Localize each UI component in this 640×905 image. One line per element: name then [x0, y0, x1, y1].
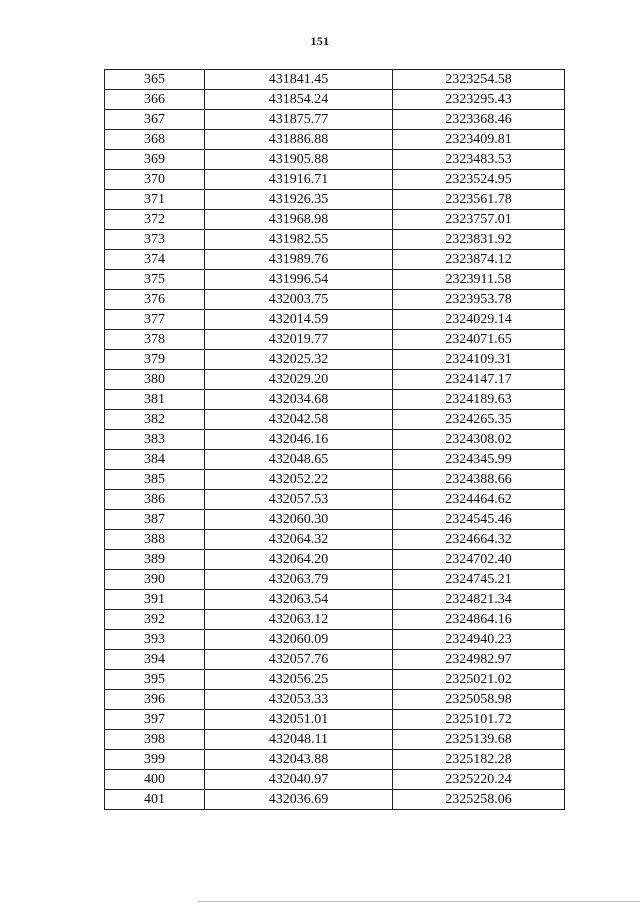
x-coordinate-cell: 432019.77 — [205, 330, 393, 350]
x-coordinate-cell: 432060.30 — [205, 510, 393, 530]
y-coordinate-cell: 2323254.58 — [393, 70, 565, 90]
table-row — [105, 430, 565, 450]
point-number-cell: 392 — [105, 610, 205, 630]
y-coordinate-cell: 2324821.34 — [393, 590, 565, 610]
point-number-cell: 393 — [105, 630, 205, 650]
x-coordinate-cell: 432060.09 — [205, 630, 393, 650]
x-coordinate-cell: 431854.24 — [205, 90, 393, 110]
x-coordinate-cell: 432063.79 — [205, 570, 393, 590]
y-coordinate-cell: 2324071.65 — [393, 330, 565, 350]
x-coordinate-cell: 432048.65 — [205, 450, 393, 470]
table-row — [105, 790, 565, 810]
point-number-cell: 380 — [105, 370, 205, 390]
point-number-cell: 376 — [105, 290, 205, 310]
x-coordinate-cell: 432052.22 — [205, 470, 393, 490]
table-row — [105, 450, 565, 470]
point-number-cell: 372 — [105, 210, 205, 230]
point-number-cell: 394 — [105, 650, 205, 670]
y-coordinate-cell: 2325139.68 — [393, 730, 565, 750]
table-row — [105, 70, 565, 90]
y-coordinate-cell: 2323911.58 — [393, 270, 565, 290]
table-row — [105, 350, 565, 370]
y-coordinate-cell: 2323524.95 — [393, 170, 565, 190]
point-number-cell: 369 — [105, 150, 205, 170]
y-coordinate-cell: 2324189.63 — [393, 390, 565, 410]
x-coordinate-cell: 432048.11 — [205, 730, 393, 750]
point-number-cell: 384 — [105, 450, 205, 470]
y-coordinate-cell: 2324029.14 — [393, 310, 565, 330]
point-number-cell: 395 — [105, 670, 205, 690]
point-number-cell: 400 — [105, 770, 205, 790]
y-coordinate-cell: 2324345.99 — [393, 450, 565, 470]
point-number-cell: 389 — [105, 550, 205, 570]
point-number-cell: 399 — [105, 750, 205, 770]
table-row — [105, 710, 565, 730]
table-row — [105, 570, 565, 590]
table-row — [105, 530, 565, 550]
table-row — [105, 330, 565, 350]
y-coordinate-cell: 2324388.66 — [393, 470, 565, 490]
y-coordinate-cell: 2323757.01 — [393, 210, 565, 230]
point-number-cell: 371 — [105, 190, 205, 210]
x-coordinate-cell: 431875.77 — [205, 110, 393, 130]
table-row — [105, 310, 565, 330]
x-coordinate-cell: 432057.53 — [205, 490, 393, 510]
point-number-cell: 366 — [105, 90, 205, 110]
point-number-cell: 370 — [105, 170, 205, 190]
point-number-cell: 401 — [105, 790, 205, 810]
x-coordinate-cell: 431916.71 — [205, 170, 393, 190]
point-number-cell: 365 — [105, 70, 205, 90]
y-coordinate-cell: 2324308.02 — [393, 430, 565, 450]
x-coordinate-cell: 432034.68 — [205, 390, 393, 410]
point-number-cell: 375 — [105, 270, 205, 290]
table-row — [105, 770, 565, 790]
table-row — [105, 210, 565, 230]
y-coordinate-cell: 2324464.62 — [393, 490, 565, 510]
x-coordinate-cell: 432056.25 — [205, 670, 393, 690]
scan-edge-line — [198, 901, 640, 902]
point-number-cell: 367 — [105, 110, 205, 130]
table-row — [105, 490, 565, 510]
x-coordinate-cell: 432042.58 — [205, 410, 393, 430]
table-row — [105, 510, 565, 530]
table-row — [105, 470, 565, 490]
point-number-cell: 390 — [105, 570, 205, 590]
y-coordinate-cell: 2325182.28 — [393, 750, 565, 770]
x-coordinate-cell: 431841.45 — [205, 70, 393, 90]
table-row — [105, 150, 565, 170]
table-row — [105, 390, 565, 410]
y-coordinate-cell: 2323483.53 — [393, 150, 565, 170]
table-row — [105, 370, 565, 390]
y-coordinate-cell: 2325258.06 — [393, 790, 565, 810]
table-row — [105, 730, 565, 750]
point-number-cell: 378 — [105, 330, 205, 350]
point-number-cell: 397 — [105, 710, 205, 730]
x-coordinate-cell: 431982.55 — [205, 230, 393, 250]
x-coordinate-cell: 432064.20 — [205, 550, 393, 570]
x-coordinate-cell: 432051.01 — [205, 710, 393, 730]
table-row — [105, 290, 565, 310]
x-coordinate-cell: 432003.75 — [205, 290, 393, 310]
y-coordinate-cell: 2324265.35 — [393, 410, 565, 430]
table-row — [105, 170, 565, 190]
table-row — [105, 130, 565, 150]
y-coordinate-cell: 2324545.46 — [393, 510, 565, 530]
table-row — [105, 250, 565, 270]
y-coordinate-cell: 2325220.24 — [393, 770, 565, 790]
table-row — [105, 670, 565, 690]
table-row — [105, 630, 565, 650]
point-number-cell: 379 — [105, 350, 205, 370]
y-coordinate-cell: 2323831.92 — [393, 230, 565, 250]
y-coordinate-cell: 2323295.43 — [393, 90, 565, 110]
point-number-cell: 381 — [105, 390, 205, 410]
point-number-cell: 388 — [105, 530, 205, 550]
y-coordinate-cell: 2323561.78 — [393, 190, 565, 210]
x-coordinate-cell: 432043.88 — [205, 750, 393, 770]
x-coordinate-cell: 432063.54 — [205, 590, 393, 610]
y-coordinate-cell: 2324664.32 — [393, 530, 565, 550]
table-row — [105, 610, 565, 630]
point-number-cell: 398 — [105, 730, 205, 750]
table-row — [105, 590, 565, 610]
x-coordinate-cell: 432040.97 — [205, 770, 393, 790]
x-coordinate-cell: 432053.33 — [205, 690, 393, 710]
y-coordinate-cell: 2325021.02 — [393, 670, 565, 690]
page-number: 151 — [310, 34, 330, 48]
x-coordinate-cell: 432036.69 — [205, 790, 393, 810]
table-row — [105, 550, 565, 570]
x-coordinate-cell: 432029.20 — [205, 370, 393, 390]
point-number-cell: 377 — [105, 310, 205, 330]
coordinates-table — [104, 69, 565, 810]
point-number-cell: 383 — [105, 430, 205, 450]
y-coordinate-cell: 2324702.40 — [393, 550, 565, 570]
x-coordinate-cell: 432046.16 — [205, 430, 393, 450]
point-number-cell: 385 — [105, 470, 205, 490]
point-number-cell: 368 — [105, 130, 205, 150]
x-coordinate-cell: 432064.32 — [205, 530, 393, 550]
point-number-cell: 396 — [105, 690, 205, 710]
x-coordinate-cell: 432014.59 — [205, 310, 393, 330]
y-coordinate-cell: 2323874.12 — [393, 250, 565, 270]
table-row — [105, 230, 565, 250]
point-number-cell: 374 — [105, 250, 205, 270]
table-row — [105, 190, 565, 210]
point-number-cell: 373 — [105, 230, 205, 250]
y-coordinate-cell: 2324864.16 — [393, 610, 565, 630]
y-coordinate-cell: 2323953.78 — [393, 290, 565, 310]
x-coordinate-cell: 432057.76 — [205, 650, 393, 670]
coordinates-table-body — [105, 70, 565, 810]
table-row — [105, 650, 565, 670]
x-coordinate-cell: 431905.88 — [205, 150, 393, 170]
y-coordinate-cell: 2323409.81 — [393, 130, 565, 150]
table-row — [105, 90, 565, 110]
y-coordinate-cell: 2325101.72 — [393, 710, 565, 730]
point-number-cell: 387 — [105, 510, 205, 530]
x-coordinate-cell: 432063.12 — [205, 610, 393, 630]
point-number-cell: 391 — [105, 590, 205, 610]
table-row — [105, 270, 565, 290]
point-number-cell: 382 — [105, 410, 205, 430]
x-coordinate-cell: 431996.54 — [205, 270, 393, 290]
table-row — [105, 110, 565, 130]
point-number-cell: 386 — [105, 490, 205, 510]
table-row — [105, 410, 565, 430]
y-coordinate-cell: 2324109.31 — [393, 350, 565, 370]
y-coordinate-cell: 2323368.46 — [393, 110, 565, 130]
table-row — [105, 750, 565, 770]
x-coordinate-cell: 431886.88 — [205, 130, 393, 150]
y-coordinate-cell: 2324147.17 — [393, 370, 565, 390]
y-coordinate-cell: 2324745.21 — [393, 570, 565, 590]
x-coordinate-cell: 432025.32 — [205, 350, 393, 370]
y-coordinate-cell: 2324982.97 — [393, 650, 565, 670]
x-coordinate-cell: 431968.98 — [205, 210, 393, 230]
y-coordinate-cell: 2325058.98 — [393, 690, 565, 710]
table-row — [105, 690, 565, 710]
y-coordinate-cell: 2324940.23 — [393, 630, 565, 650]
x-coordinate-cell: 431926.35 — [205, 190, 393, 210]
x-coordinate-cell: 431989.76 — [205, 250, 393, 270]
